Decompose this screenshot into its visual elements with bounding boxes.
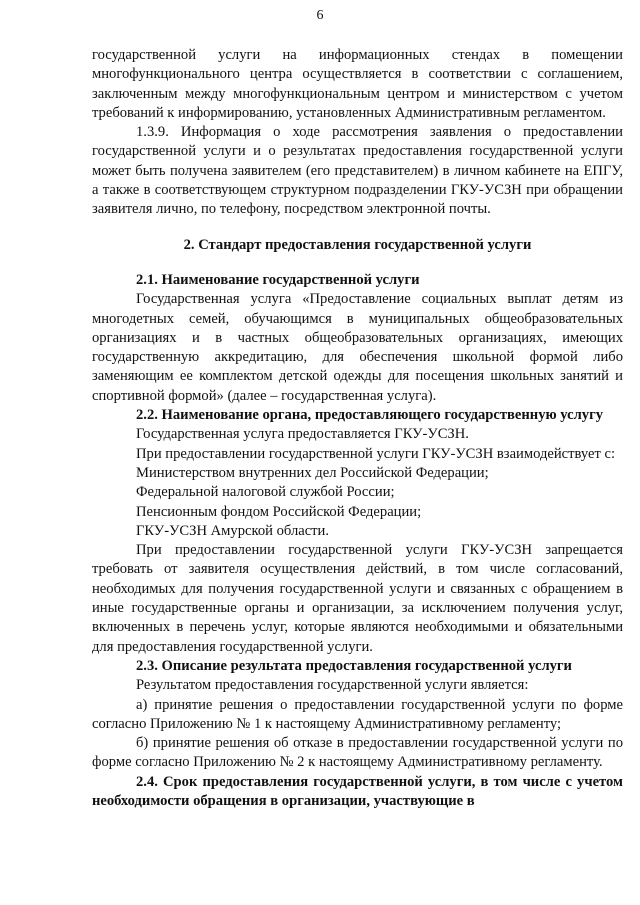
section-heading: 2.4. Срок предоставления государственной услуги, в том числе с учетом необходимости обращения в организации, участвующие в [92, 773, 623, 809]
page-number: 6 [316, 8, 324, 23]
paragraph: Государственная услуга предоставляется ГКУ-УСЗН. [136, 426, 469, 443]
paragraph: Результатом предоставления государственной услуги является: [136, 677, 529, 694]
section-heading: Министерством внутренних дел Российской Федерации; [136, 464, 489, 481]
paragraph: б) принятие решения об отказе в предоставлении государственной услуги по форме согласно Приложению № 2 к настоящему Административному регламенту. [92, 735, 623, 771]
section-heading: ГКУ-УСЗН Амурской области. [136, 522, 330, 539]
paragraph: Государственная услуга «Предоставление социальных выплат детям из многодетных семей, обучающимся в муниципальных общеобразовательных организациях и в частных общеобразовательных организациях, имеющих государственную аккредитацию, для обеспечения школьной формой либо заменяющим ее комплектом детской одежды для посещения школьных занятий и спортивной формой» (далее – государственная услуга). [92, 291, 623, 404]
section-heading: 2. Стандарт предоставления государственной услуги [183, 236, 532, 253]
paragraph: При предоставлении государственной услуги ГКУ-УСЗН запрещается требовать от заявителя осуществления действий, в том числе согласований, необходимых для получения государственной услуги и связанных с обращением в иные государственные органы и организации, за исключением получения услуг, включенных в перечень услуг, которые являются необходимыми и обязательными для предоставления государственной услуги. [92, 542, 623, 655]
section-heading: Пенсионным фондом Российской Федерации; [136, 503, 422, 520]
section-heading: 2.3. Описание результата предоставления государственной услуги [136, 657, 572, 674]
document-body [92, 46, 623, 811]
paragraph: 1.3.9. Информация о ходе рассмотрения заявления о предоставлении государственной услуги и о результатах предоставления государственной услуги может быть получена заявителем (его представителем) в личном кабинете на ЕПГУ, а также в соответствующем структурном подразделении ГКУ-УСЗН при обращении заявителя лично, по телефону, посредством электронной почты. [92, 124, 623, 218]
paragraph: При предоставлении государственной услуги ГКУ-УСЗН взаимодействует с: [136, 445, 616, 462]
paragraph: а) принятие решения о предоставлении государственной услуги по форме согласно Приложению № 1 к настоящему Административному регламенту; [92, 696, 623, 732]
paragraph: государственной услуги на информационных стендах в помещении многофункционального центра осуществляется в соответствии с соглашением, заключенным между многофункциональным центром и министерством с учетом требований к информированию, установленных Административным регламентом. [92, 47, 623, 121]
section-heading: 2.1. Наименование государственной услуги [136, 271, 420, 288]
section-heading: Федеральной налоговой службой России; [136, 484, 395, 501]
section-heading: 2.2. Наименование органа, предоставляющего государственную услугу [136, 407, 604, 424]
